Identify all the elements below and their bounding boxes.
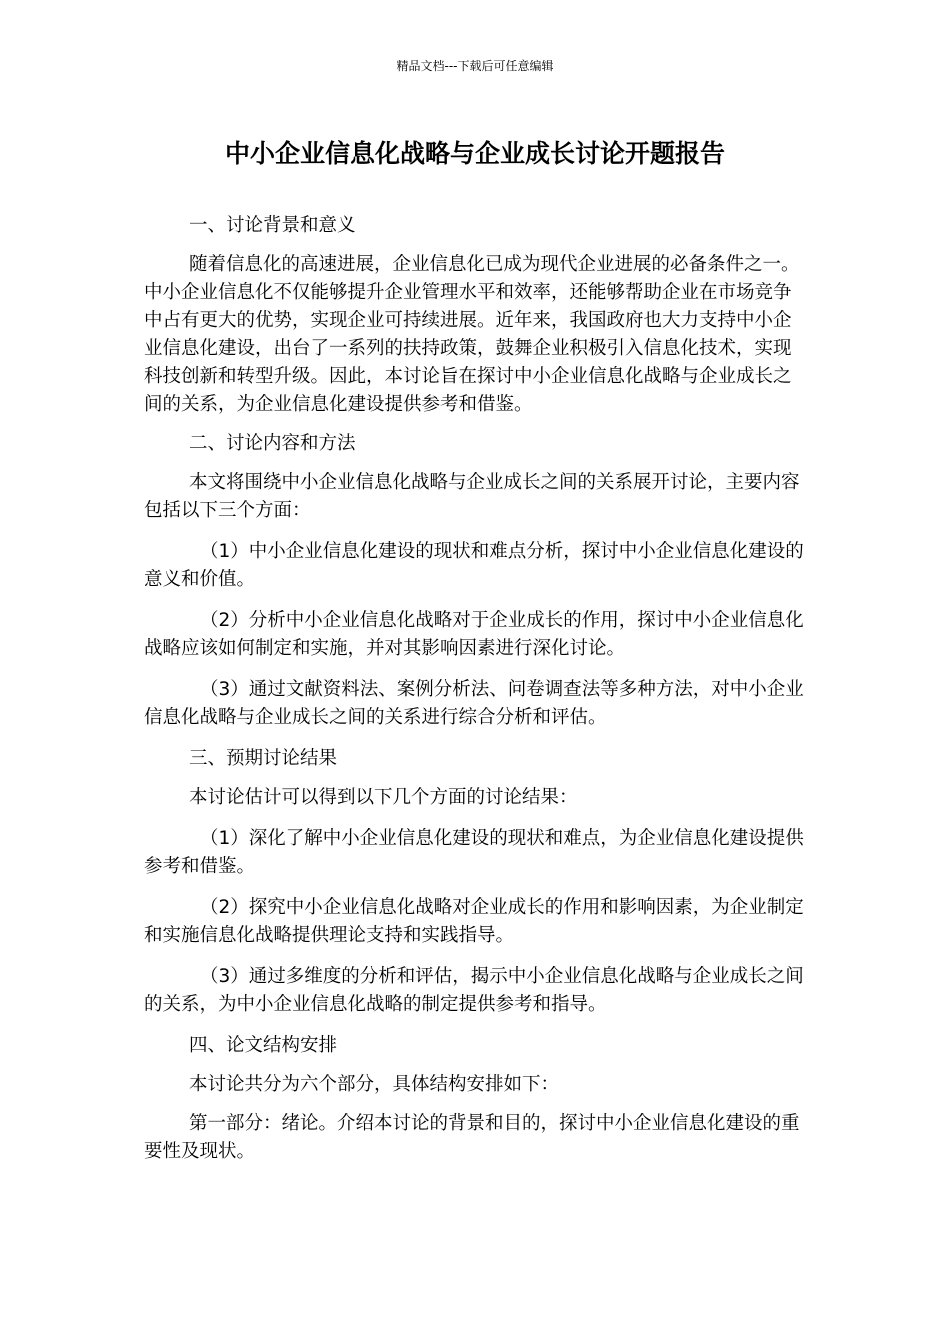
document-title: 中小企业信息化战略与企业成长讨论开题报告 (224, 139, 725, 168)
document-body (144, 212, 806, 1166)
list-item-content-1: （1）中小企业信息化建设的现状和难点分析，探讨中小企业信息化建设的意义和价值。 (144, 541, 804, 590)
paragraph-results-intro: 本讨论估计可以得到以下几个方面的讨论结果： (189, 787, 578, 808)
list-item-content-2: （2）分析中小企业信息化战略对于企业成长的作用，探讨中小企业信息化战略应该如何制定和实施，并对其影响因素进行深化讨论。 (144, 610, 804, 659)
list-item-results-2: （2）探究中小企业信息化战略对企业成长的作用和影响因素，为企业制定和实施信息化战略提供理论支持和实践指导。 (144, 897, 804, 946)
list-item-content-3: （3）通过文献资料法、案例分析法、问卷调查法等多种方法，对中小企业信息化战略与企业成长之间的关系进行综合分析和评估。 (144, 679, 804, 728)
paragraph-structure-intro: 本讨论共分为六个部分，具体结构安排如下： (189, 1074, 560, 1095)
section-heading-expected-results: 三、预期讨论结果 (189, 748, 338, 769)
paragraph-structure-part1: 第一部分：绪论。介绍本讨论的背景和目的，探讨中小企业信息化建设的重要性及现状。 (144, 1113, 800, 1162)
section-heading-background: 一、讨论背景和意义 (189, 215, 356, 236)
list-item-results-3: （3）通过多维度的分析和评估，揭示中小企业信息化战略与企业成长之间的关系，为中小企业信息化战略的制定提供参考和指导。 (144, 966, 804, 1015)
section-heading-content-method: 二、讨论内容和方法 (189, 433, 356, 454)
paragraph-content-intro: 本文将围绕中小企业信息化战略与企业成长之间的关系展开讨论，主要内容包括以下三个方面： (144, 472, 800, 521)
paragraph-background: 随着信息化的高速进展，企业信息化已成为现代企业进展的必备条件之一。中小企业信息化不仅能够提升企业管理水平和效率，还能够帮助企业在市场竞争中占有更大的优势，实现企业可持续进展。近年来，我国政府也大力支持中小企业信息化建设，出台了一系列的扶持政策，鼓舞企业积极引入信息化技术，实现科技创新和转型升级。因此，本讨论旨在探讨中小企业信息化战略与企业成长之间的关系，为企业信息化建设提供参考和借鉴。 (144, 254, 800, 415)
page-header-note: 精品文档---下载后可任意编辑 (396, 59, 554, 73)
section-heading-structure: 四、论文结构安排 (189, 1035, 338, 1056)
list-item-results-1: （1）深化了解中小企业信息化建设的现状和难点，为企业信息化建设提供参考和借鉴。 (144, 828, 804, 877)
